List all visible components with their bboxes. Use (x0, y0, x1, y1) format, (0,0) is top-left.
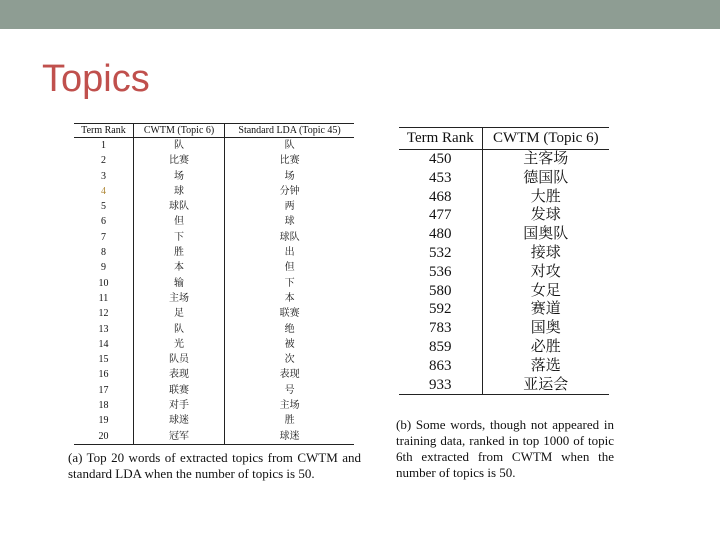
table-b-header-rank: Term Rank (406, 130, 474, 146)
table-a-cell-cwtm: 本 (133, 260, 224, 275)
table-b-cell-rank: 536 (429, 263, 452, 280)
table-a-cell-cwtm: 球迷 (133, 413, 224, 428)
table-b-row (399, 169, 609, 188)
table-a-cell-cwtm: 主场 (133, 291, 224, 306)
table-a-cell-lda: 球队 (225, 230, 354, 245)
table-b-cell-rank: 933 (429, 376, 452, 393)
table-b-cell-cwtm: 国奥 (482, 319, 609, 338)
table-b-cell-rank: 863 (429, 357, 452, 374)
table-a-cell-cwtm: 对手 (133, 398, 224, 413)
table-b-cell-rank: 859 (429, 338, 452, 355)
table-a-cell-cwtm: 队员 (133, 352, 224, 367)
table-b-cell-cwtm: 发球 (482, 206, 609, 225)
table-b-cell-cwtm: 大胜 (482, 188, 609, 207)
table-a-cell-rank: 13 (98, 323, 109, 335)
table-a-cell-cwtm: 比赛 (133, 153, 224, 168)
table-b-cell-rank: 468 (429, 188, 452, 205)
table-a-row (74, 260, 354, 275)
table-a-cell-cwtm: 但 (133, 214, 224, 229)
table-a-row (74, 291, 354, 306)
table-b-cell-cwtm: 必胜 (482, 338, 609, 357)
table-a-cell-lda: 场 (225, 169, 354, 184)
table-a-cell-rank: 8 (100, 247, 106, 259)
table-b-cell-rank: 453 (429, 169, 452, 186)
table-a-row (74, 367, 354, 382)
table-a-cell-rank: 5 (100, 201, 106, 213)
table-a-row (74, 199, 354, 214)
table-a-cell-cwtm: 光 (133, 337, 224, 352)
table-b-cell-cwtm: 接球 (482, 244, 609, 263)
table-a-header-cwtm: CWTM (Topic 6) (133, 124, 224, 138)
table-a-cell-cwtm: 队 (133, 322, 224, 337)
table-a-cell-lda: 球 (225, 214, 354, 229)
table-b-cell-rank: 477 (429, 207, 452, 224)
table-a-cell-lda: 主场 (225, 398, 354, 413)
table-b-row (399, 282, 609, 301)
table-b-cell-cwtm: 女足 (482, 282, 609, 301)
table-a-caption: (a) Top 20 words of extracted topics from CWTM and standard LDA when the number of topics is 50. (68, 450, 361, 481)
table-b-cell-cwtm: 亚运会 (482, 376, 609, 395)
table-a-row (74, 184, 354, 199)
table-a-row (74, 169, 354, 184)
table-a-row (74, 306, 354, 321)
table-a-row (74, 398, 354, 413)
table-a-cell-lda: 联赛 (225, 306, 354, 321)
table-a-cell-rank: 20 (98, 430, 109, 442)
table-a-row (74, 337, 354, 352)
table-b-caption: (b) Some words, though not appeared in training data, ranked in top 1000 of topic 6th extracted from CWTM when the number of topics is 50. (396, 417, 614, 480)
table-a-cell-cwtm: 输 (133, 276, 224, 291)
table-b-row (399, 263, 609, 282)
table-a-cell-lda: 出 (225, 245, 354, 260)
table-a-cell-rank: 18 (98, 400, 109, 412)
table-b-row (399, 376, 609, 395)
table-b-header-cwtm: CWTM (Topic 6) (482, 128, 609, 150)
table-a-row (74, 322, 354, 337)
table-b-row (399, 150, 609, 169)
table-a-cell-lda: 表现 (225, 367, 354, 382)
table-a-cell-lda: 下 (225, 276, 354, 291)
table-a-cell-lda: 次 (225, 352, 354, 367)
table-a-cell-lda: 被 (225, 337, 354, 352)
table-b-cell-rank: 450 (429, 151, 452, 167)
table-a-cell-cwtm: 下 (133, 230, 224, 245)
table-b-header-row (399, 128, 609, 150)
table-a-cell-cwtm: 队 (133, 138, 224, 154)
table-a-cell-rank: 1 (100, 140, 106, 151)
table-a-cell-cwtm: 足 (133, 306, 224, 321)
table-a-cell-rank: 16 (98, 369, 109, 381)
table-b-cell-rank: 580 (429, 282, 452, 299)
table-a-cell-rank: 2 (100, 155, 106, 167)
table-a-cell-lda: 号 (225, 383, 354, 398)
table-b-row (399, 319, 609, 338)
table-a-cell-rank: 6 (100, 216, 106, 228)
table-a-row (74, 153, 354, 168)
table-b-cell-rank: 480 (429, 226, 452, 243)
table-a-row (74, 413, 354, 428)
table-b-cell-rank: 532 (429, 244, 452, 261)
slide-title: Topics (42, 58, 150, 100)
table-b-cell-cwtm: 落选 (482, 357, 609, 376)
table-a-cell-rank: 19 (98, 415, 109, 427)
table-a-row (74, 429, 354, 445)
table-a-cell-cwtm: 冠军 (133, 429, 224, 445)
table-a-cell-lda: 球迷 (225, 429, 354, 445)
table-a-row (74, 352, 354, 367)
table-b-row (399, 338, 609, 357)
table-b (399, 127, 609, 395)
table-a-cell-lda: 队 (225, 138, 354, 154)
table-b-row (399, 225, 609, 244)
table-a-cell-cwtm: 场 (133, 169, 224, 184)
table-b-row (399, 188, 609, 207)
table-a-row (74, 383, 354, 398)
table-a-cell-rank: 14 (98, 338, 109, 350)
table-a-row (74, 214, 354, 229)
table-b-row (399, 206, 609, 225)
table-a-row (74, 245, 354, 260)
table-a-cell-lda: 本 (225, 291, 354, 306)
table-b-cell-rank: 783 (429, 320, 452, 337)
table-a-cell-rank: 7 (100, 231, 106, 243)
table-a-cell-cwtm: 表现 (133, 367, 224, 382)
table-b-row (399, 244, 609, 263)
table-a-cell-rank: 12 (98, 308, 109, 320)
table-a-cell-lda: 胜 (225, 413, 354, 428)
table-b-row (399, 357, 609, 376)
table-a-cell-lda: 绝 (225, 322, 354, 337)
table-a-cell-rank: 11 (98, 292, 109, 304)
table-b-cell-cwtm: 国奥队 (482, 225, 609, 244)
table-a-row (74, 230, 354, 245)
table-a-row (74, 138, 354, 154)
table-a-cell-rank: 3 (100, 170, 106, 182)
table-b-row (399, 300, 609, 319)
table-a (74, 123, 354, 445)
table-a-header-row (74, 124, 354, 138)
slide-top-bar (0, 0, 720, 29)
table-a-cell-lda: 两 (225, 199, 354, 214)
table-a-cell-rank: 17 (98, 384, 109, 396)
table-b-cell-cwtm: 主客场 (482, 150, 609, 169)
table-b-cell-cwtm: 赛道 (482, 300, 609, 319)
table-a-header-rank: Term Rank (81, 125, 126, 136)
table-b-cell-cwtm: 对攻 (482, 263, 609, 282)
table-a-cell-rank: 10 (98, 277, 109, 289)
table-a-cell-lda: 但 (225, 260, 354, 275)
table-a-cell-cwtm: 球 (133, 184, 224, 199)
table-a-cell-rank: 4 (100, 185, 106, 197)
table-b-cell-cwtm: 德国队 (482, 169, 609, 188)
table-b-cell-rank: 592 (429, 301, 452, 318)
table-a-cell-lda: 分钟 (225, 184, 354, 199)
table-a-row (74, 276, 354, 291)
table-a-cell-rank: 9 (100, 262, 106, 274)
table-a-cell-rank: 15 (98, 354, 109, 366)
table-a-cell-cwtm: 联赛 (133, 383, 224, 398)
table-a-cell-cwtm: 球队 (133, 199, 224, 214)
table-a-cell-cwtm: 胜 (133, 245, 224, 260)
table-a-header-lda: Standard LDA (Topic 45) (225, 124, 354, 138)
table-a-cell-lda: 比赛 (225, 153, 354, 168)
